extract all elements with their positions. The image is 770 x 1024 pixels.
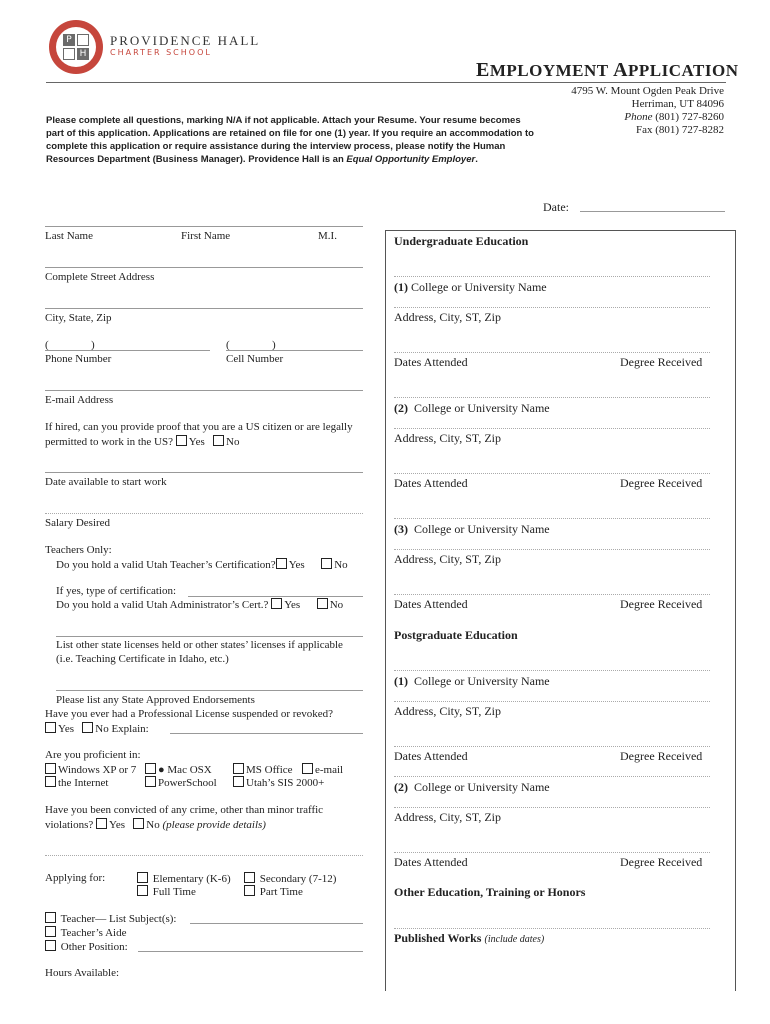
opt-elementary: Elementary (K-6) (137, 872, 231, 885)
address-line-1: 4795 W. Mount Ogden Peak Drive (571, 85, 724, 97)
opt-teacher: Teacher— List Subject(s): (45, 912, 176, 925)
convicted-question-line1: Have you been convicted of any crime, other than minor traffic (45, 804, 324, 816)
cert-type-field[interactable] (188, 596, 363, 597)
opt-teachers-aide: Teacher’s Aide (45, 926, 126, 939)
windows-checkbox[interactable] (45, 763, 56, 774)
school-subtitle: CHARTER SCHOOL (110, 48, 212, 57)
divider (394, 549, 710, 550)
part-time-checkbox[interactable] (244, 885, 255, 896)
phone-paren-open: ( (45, 339, 49, 351)
cell-paren-close: ) (272, 339, 276, 351)
subjects-field[interactable] (190, 923, 363, 924)
divider (394, 701, 710, 702)
opt-secondary: Secondary (7-12) (244, 872, 336, 885)
convicted-yes-checkbox[interactable] (96, 818, 107, 829)
utah-cert-yes-checkbox[interactable] (276, 558, 287, 569)
hours-available-label: Hours Available: (45, 967, 120, 979)
fax-line: Fax (801) 727-8282 (636, 124, 724, 136)
utah-cert-no-checkbox[interactable] (321, 558, 332, 569)
endorsements-field[interactable] (56, 690, 363, 691)
date-available-field[interactable] (45, 472, 363, 473)
proficient-label: Are you proficient in: (45, 749, 141, 761)
postgrad-heading: Postgraduate Education (394, 628, 518, 642)
suspended-question: Have you ever had a Professional License suspended or revoked? (45, 708, 334, 720)
undergrad-1-college: (1) College or University Name (394, 280, 547, 294)
undergrad-1-address: Address, City, ST, Zip (394, 310, 501, 324)
postgrad-2-degree: Degree Received (620, 855, 703, 869)
powerschool-checkbox[interactable] (145, 776, 156, 787)
header-rule (46, 82, 726, 83)
other-education-heading: Other Education, Training or Honors (394, 885, 586, 899)
divider (394, 276, 710, 277)
other-position-field[interactable] (138, 951, 363, 952)
applying-for-label: Applying for: (45, 872, 106, 884)
teachers-aide-checkbox[interactable] (45, 926, 56, 937)
other-licenses-example: (i.e. Teaching Certificate in Idaho, etc.) (56, 653, 229, 665)
admin-cert-question: Do you hold a valid Utah Administrator’s Cert.? Yes No (56, 599, 344, 611)
published-works-heading: Published Works (include dates) (394, 931, 545, 945)
proof-question-line1: If hired, can you provide proof that you are a US citizen or are legally (45, 421, 353, 433)
suspended-no-checkbox[interactable] (82, 722, 93, 733)
opt-full-time: Full Time (137, 885, 196, 898)
divider (394, 594, 710, 595)
school-name: PROVIDENCE HALL (110, 33, 261, 48)
first-name-label: First Name (181, 230, 231, 242)
proof-yes-checkbox[interactable] (176, 435, 187, 446)
mi-label: M.I. (318, 230, 337, 242)
undergrad-heading: Undergraduate Education (394, 234, 529, 248)
date-label: Date: (543, 200, 569, 214)
cell-paren-open: ( (226, 339, 230, 351)
undergrad-3-degree: Degree Received (620, 597, 703, 611)
msoffice-checkbox[interactable] (233, 763, 244, 774)
date-field[interactable] (580, 211, 725, 212)
undergrad-1-degree: Degree Received (620, 355, 703, 369)
postgrad-2-dates: Dates Attended (394, 855, 468, 869)
salary-field[interactable] (45, 513, 363, 514)
email-label: E-mail Address (45, 394, 114, 406)
opt-internet: the Internet (45, 776, 108, 789)
postgrad-2-address: Address, City, ST, Zip (394, 810, 501, 824)
elementary-checkbox[interactable] (137, 872, 148, 883)
undergrad-2-address: Address, City, ST, Zip (394, 431, 501, 445)
opt-sis: Utah’s SIS 2000+ (233, 776, 324, 789)
suspended-yes-checkbox[interactable] (45, 722, 56, 733)
full-time-checkbox[interactable] (137, 885, 148, 896)
divider (394, 807, 710, 808)
undergrad-3-address: Address, City, ST, Zip (394, 552, 501, 566)
opt-other-position: Other Position: (45, 940, 128, 953)
apple-icon: ● (158, 764, 165, 776)
postgrad-2-college: (2) College or University Name (394, 780, 550, 794)
opt-windows: Windows XP or 7 (45, 763, 136, 776)
suspended-answers: Yes No Explain: (45, 722, 149, 735)
internet-checkbox[interactable] (45, 776, 56, 787)
undergrad-1-dates: Dates Attended (394, 355, 468, 369)
divider (394, 307, 710, 308)
phone-line: Phone (801) 727-8260 (624, 111, 724, 123)
postgrad-1-dates: Dates Attended (394, 749, 468, 763)
admin-cert-yes-checkbox[interactable] (271, 598, 282, 609)
divider (394, 352, 710, 353)
postgrad-1-address: Address, City, ST, Zip (394, 704, 501, 718)
postgrad-1-college: (1) College or University Name (394, 674, 550, 688)
licenses-field[interactable] (56, 636, 363, 637)
admin-cert-no-checkbox[interactable] (317, 598, 328, 609)
city-field[interactable] (45, 308, 363, 309)
teacher-checkbox[interactable] (45, 912, 56, 923)
secondary-checkbox[interactable] (244, 872, 255, 883)
date-available-label: Date available to start work (45, 476, 167, 488)
divider (394, 928, 710, 929)
postgrad-1-degree: Degree Received (620, 749, 703, 763)
explain-field[interactable] (170, 733, 363, 734)
convicted-question-line2: violations? Yes No (please provide details) (45, 819, 266, 831)
opt-email: e-mail (302, 763, 343, 776)
proof-no-checkbox[interactable] (213, 435, 224, 446)
divider (394, 776, 710, 777)
school-logo: P H (49, 20, 103, 74)
name-field[interactable] (45, 226, 363, 227)
instructions: Please complete all questions, marking N/A if not applicable. Attach your Resume. Your resume becomes part of this application. Applications are retained on file for one (1) year. If you require an accommodation to complete this application or require assistance during the interview process, please notify the Human Resources Department (Business Manager). Providence Hall is an Equal Opportunity Employer. (46, 115, 534, 165)
phone-field[interactable] (45, 350, 210, 351)
other-licenses-label: List other state licenses held or other states’ licenses if applicable (56, 639, 343, 651)
phone-paren-close: ) (91, 339, 95, 351)
undergrad-2-college: (2) College or University Name (394, 401, 550, 415)
opt-msoffice: MS Office (233, 763, 293, 776)
cert-type-label: If yes, type of certification: (56, 585, 177, 597)
proof-question-line2: permitted to work in the US? Yes No (45, 436, 240, 448)
mac-checkbox[interactable] (145, 763, 156, 774)
city-label: City, State, Zip (45, 312, 112, 324)
utah-cert-question: Do you hold a valid Utah Teacher’s Certification? Yes No (56, 559, 348, 571)
undergrad-2-dates: Dates Attended (394, 476, 468, 490)
salary-label: Salary Desired (45, 517, 111, 529)
cell-field[interactable] (226, 350, 363, 351)
divider (394, 397, 710, 398)
divider (394, 428, 710, 429)
divider (394, 670, 710, 671)
convicted-no-checkbox[interactable] (133, 818, 144, 829)
opt-powerschool: PowerSchool (145, 776, 217, 789)
email-field[interactable] (45, 390, 363, 391)
opt-part-time: Part Time (244, 885, 303, 898)
page-title: EMPLOYMENT APPLICATION (476, 59, 739, 81)
sis-checkbox[interactable] (233, 776, 244, 787)
street-label: Complete Street Address (45, 271, 155, 283)
email-checkbox[interactable] (302, 763, 313, 774)
opt-mac: ● Mac OSX (145, 763, 212, 776)
street-field[interactable] (45, 267, 363, 268)
endorsements-label: Please list any State Approved Endorsements (56, 694, 255, 706)
teachers-only-label: Teachers Only: (45, 544, 112, 556)
divider (394, 473, 710, 474)
phone-label: Phone Number (45, 353, 112, 365)
last-name-label: Last Name (45, 230, 93, 242)
undergrad-3-college: (3) College or University Name (394, 522, 550, 536)
undergrad-2-degree: Degree Received (620, 476, 703, 490)
cell-label: Cell Number (226, 353, 284, 365)
other-position-checkbox[interactable] (45, 940, 56, 951)
divider (394, 852, 710, 853)
convicted-details-field[interactable] (45, 855, 363, 856)
undergrad-3-dates: Dates Attended (394, 597, 468, 611)
address-line-2: Herriman, UT 84096 (631, 98, 724, 110)
divider (394, 518, 710, 519)
divider (394, 746, 710, 747)
